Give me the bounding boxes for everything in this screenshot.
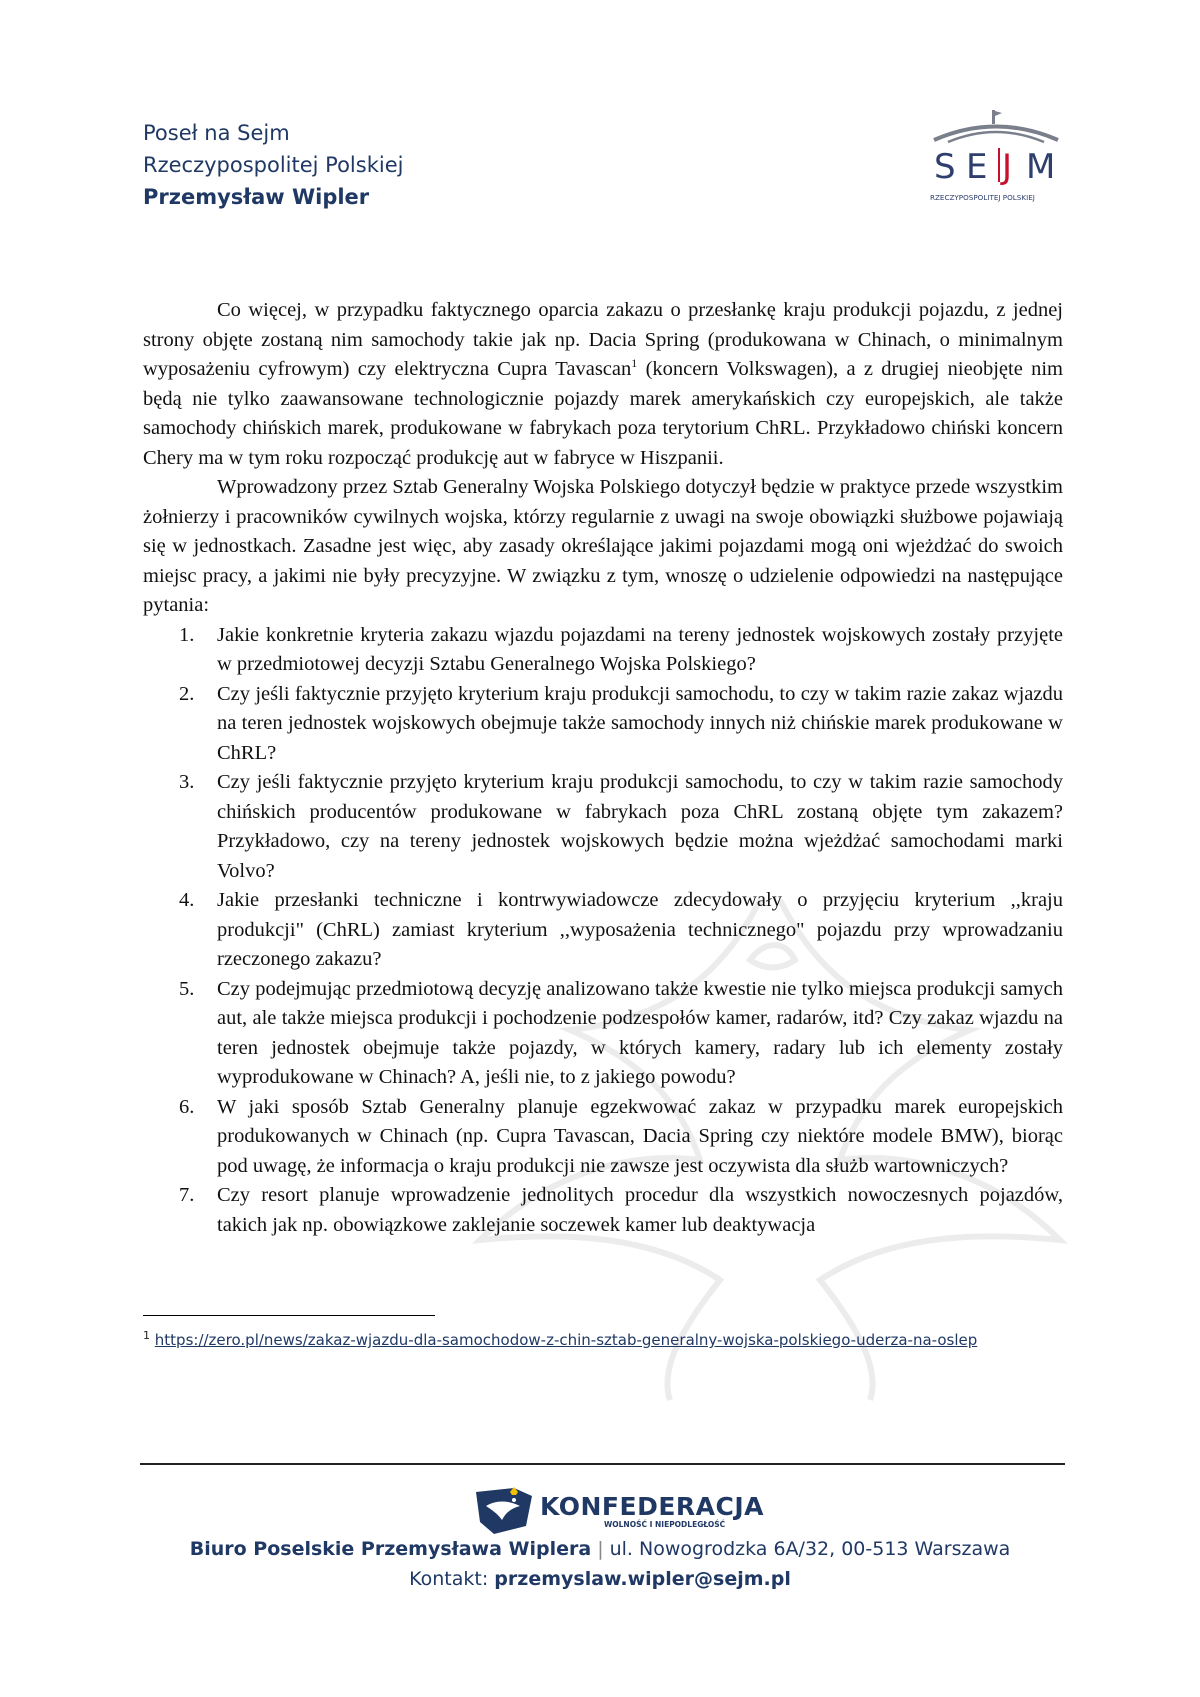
konfederacja-eagle-icon	[474, 1486, 536, 1536]
list-item: 7. Czy resort planuje wprowadzenie jednolitych procedur dla wszystkich nowoczesnych pojazdów, takich jak np. obowiązkowe zaklejanie soczewek kamer lub deaktywacja	[179, 1184, 1063, 1236]
konfederacja-title: KONFEDERACJA	[540, 1492, 765, 1521]
footnote	[143, 1327, 1043, 1354]
contact-label: Kontakt:	[409, 1568, 489, 1590]
sejm-subtitle: RZECZYPOSPOLITEJ POLSKIEJ	[930, 193, 1035, 202]
konfederacja-subtitle: WOLNOŚĆ I NIEPODLEGŁOŚĆ	[604, 1520, 726, 1529]
letterhead-line2: Rzeczypospolitej Polskiej	[143, 153, 404, 177]
footnote-divider	[143, 1315, 435, 1316]
sejm-letter-s: S	[934, 147, 956, 187]
paragraph-2: Wprowadzony przez Sztab Generalny Wojska Polskiego dotyczył będzie w praktyce przede wszystkim żołnierzy i pracowników cywilnych wojska, którzy regularnie z uwagi na swoje obowiązki służbowe pojawiają się w jednostkach. Zasadne jest więc, aby zasady określające jakimi pojazdami mogą oni wjeżdżać do swoich miejsc pracy, a jakimi nie były precyzyjne. W związku z tym, wnoszę o udzielenie odpowiedzi na następujące pytania:	[143, 476, 1063, 616]
sejm-letter-j: J	[1002, 147, 1013, 187]
list-item: 4. Jakie przesłanki techniczne i kontrwywiadowcze zdecydowały o przyjęciu kryterium ,,kraju produkcji" (ChRL) zamiast kryterium ,,wyposażenia technicznego" pojazdu przy wprowadzaniu rzeczonego zakazu?	[179, 889, 1063, 970]
letterhead	[143, 117, 403, 213]
sejm-logo-icon	[926, 108, 1066, 213]
paragraph-1: Co więcej, w przypadku faktycznego oparcia zakazu o przesłankę kraju produkcji pojazdu, z jednej strony objęte zostaną nim samochody takie jak np. Dacia Spring (produkowana w Chinach, o minimalnym wyposażeniu cyfrowym) czy elektryczna Cupra Tavascan$^1$ (koncern Volkswagen), a z drugiej nieobjęte nim będą nie tylko zaawansowane technologicznie pojazdy marek amerykańskich czy europejskich, ale także samochody chińskich marek, produkowane w fabrykach poza terytorium ChRL. Przykładowo chiński koncern Chery ma w tym roku rozpocząć produkcję aut w fabryce w Hiszpanii.	[143, 299, 1063, 469]
sejm-letter-m: M	[1026, 147, 1056, 187]
questions-list	[143, 621, 1063, 1241]
letter-body	[143, 296, 1063, 1240]
konfederacja-logo	[474, 1486, 765, 1538]
sejm-logo	[926, 108, 1066, 213]
footnote-marker: 1	[143, 1329, 150, 1342]
footer-contact-line	[0, 1568, 1200, 1590]
sejm-letter-e: E	[966, 147, 988, 187]
letterhead-name: Przemysław Wipler	[143, 185, 370, 209]
letterhead-line1: Poseł na Sejm	[143, 121, 290, 145]
list-item: 2. Czy jeśli faktycznie przyjęto kryterium kraju produkcji samochodu, to czy w takim razie zakaz wjazdu na teren jednostek wojskowych obejmuje także samochody innych niż chińskie marek produkowane w ChRL?	[179, 682, 1063, 764]
contact-email[interactable]: przemyslaw.wipler@sejm.pl	[494, 1568, 791, 1590]
list-item: 3. Czy jeśli faktycznie przyjęto kryterium kraju produkcji samochodu, to czy w takim razie samochody chińskich producentów produkowane w fabrykach poza ChRL zostaną objęte tym zakazem? Przykładowo, czy na tereny jednostek wojskowych będzie można wjeżdżać samochodami marki Volvo?	[179, 771, 1063, 882]
list-item: 5. Czy podejmując przedmiotową decyzję analizowano także kwestie nie tylko miejsca produkcji samych aut, ale także miejsca produkcji i pochodzenie podzespołów kamer, radarów, itd? Czy zakaz wjazdu na teren jednostek obejmuje także pojazdy, w których kamery, radary lub ich elementy zostały wyprodukowane w Chinach? A, jeśli nie, to z jakiego powodu?	[179, 977, 1063, 1088]
list-item: 6. W jaki sposób Sztab Generalny planuje egzekwować zakaz w przypadku marek europejskich produkowanych w Chinach (np. Cupra Tavascan, Dacia Spring czy niektóre modele BMW), biorąc pod uwagę, że informacja o kraju produkcji nie zawsze jest oczywista dla służb wartowniczych?	[179, 1095, 1063, 1177]
footer-office-line	[0, 1538, 1200, 1560]
office-address: ul. Nowogrodzka 6A/32, 00-513 Warszawa	[609, 1538, 1011, 1560]
list-item: 1. Jakie konkretnie kryteria zakazu wjazdu pojazdami na tereny jednostek wojskowych zostały przyjęte w przedmiotowej decyzji Sztabu Generalnego Wojska Polskiego?	[179, 623, 1063, 675]
footer-divider	[140, 1463, 1065, 1465]
footnote-ref: 1	[631, 356, 638, 371]
footer-separator: |	[597, 1538, 604, 1560]
footnote-link[interactable]: https://zero.pl/news/zakaz-wjazdu-dla-samochodow-z-chin-sztab-generalny-wojska-polskiego-uderza-na-oslep	[154, 1331, 978, 1349]
office-name: Biuro Poselskie Przemysława Wiplera	[189, 1538, 592, 1560]
